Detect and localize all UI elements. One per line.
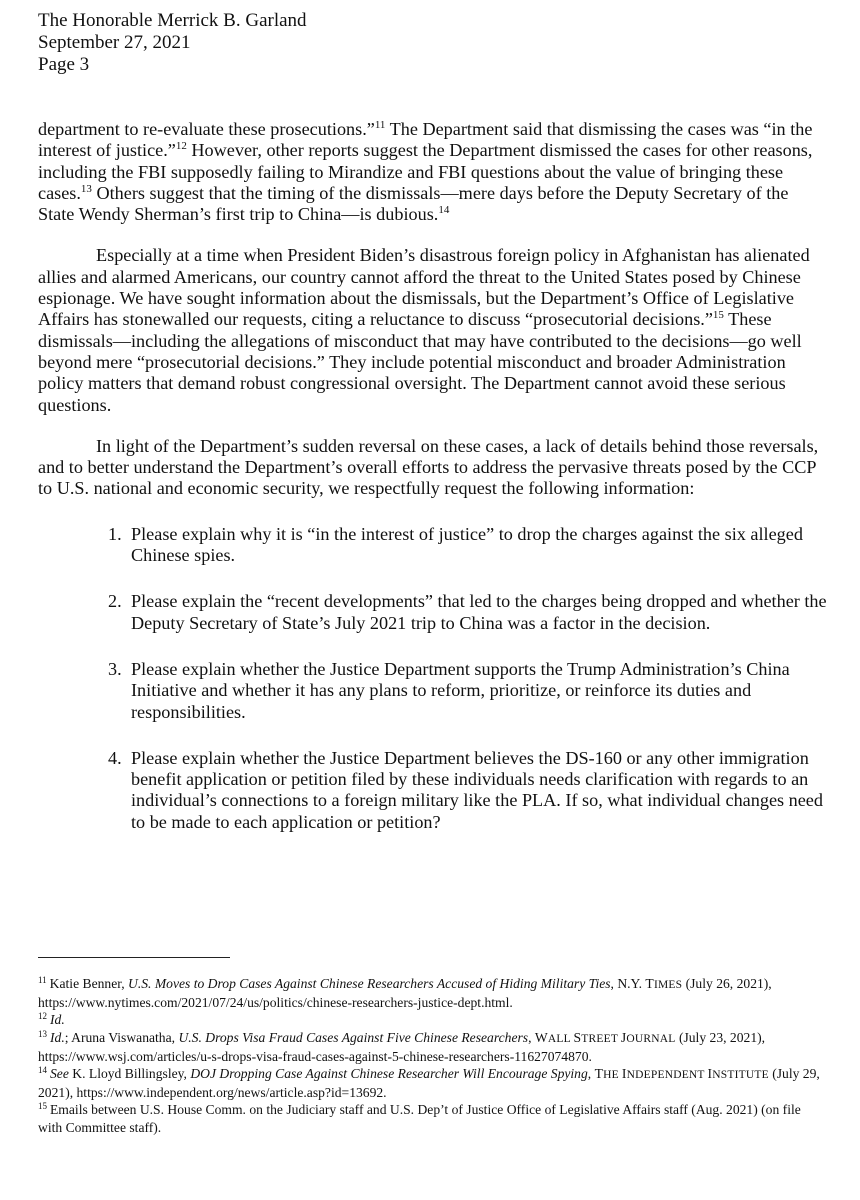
list-number: 4. (108, 747, 122, 768)
footnotes (38, 975, 828, 1136)
footnote-divider (38, 957, 230, 958)
date-line: September 27, 2021 (38, 32, 191, 53)
footnote-11: $^{11}$ Katie Benner, U.S. Moves to Drop Cases Against Chinese Researchers Accused of Hiding Military Ties, N.Y. TIMES (July 26, 2021), https://www.nytimes.com/2021/07/24/us/politics/chinese-researchers-justice-dept.html. (38, 975, 772, 1011)
letter-header (38, 10, 828, 76)
footnote-ref-14: 14 (438, 204, 450, 217)
paragraph-request-intro: In light of the Department’s sudden reversal on these cases, a lack of details behind those reversals, and to better understand the Department’s overall efforts to address the pervasive threats posed by the CCP to U.S. national and economic security, we respectfully request the following information: (38, 435, 819, 499)
footnote-14: $^{14}$ See K. Lloyd Billingsley, DOJ Dropping Case Against Chinese Researcher Will Encourage Spying, THE INDEPENDENT INSTITUTE (July 29, 2021), https://www.independent.org/news/article.asp?id=13692. (38, 1065, 820, 1101)
list-item (38, 748, 828, 833)
paragraph-afghanistan: Especially at a time when President Biden’s disastrous foreign policy in Afghanistan has alienated allies and alarmed Americans, our country cannot afford the threat to the United States posed by Chinese espionage. We have sought information about the dismissals, but the Department’s Office of Legislative Affairs has stonewalled our requests, citing a reluctance to discuss “prosecutorial decisions.”$^{15}$ These dismissals—including the allegations of misconduct that may have contributed to the decisions—go well beyond mere “prosecutorial decisions.” They include potential misconduct and broader Administration policy matters that demand robust congressional oversight. The Department cannot avoid these serious questions. (38, 245, 810, 415)
footnote-ref-15: 15 (712, 309, 724, 322)
page-number: Page 3 (38, 54, 90, 75)
list-item-text: Please explain the “recent developments” that led to the charges being dropped and whether the Deputy Secretary of State’s July 2021 trip to China was a factor in the decision. (131, 591, 827, 633)
letter-page (38, 10, 828, 833)
recipient-line: The Honorable Merrick B. Garland (38, 10, 307, 31)
footnote-13: $^{13}$ Id.; Aruna Viswanatha, U.S. Drops Visa Fraud Cases Against Five Chinese Researchers, WALL STREET JOURNAL (July 23, 2021), https://www.wsj.com/articles/u-s-drops-visa-fraud-cases-against-5-chinese-researchers-11627074870. (38, 1028, 766, 1064)
footnote-15: $^{15}$ Emails between U.S. House Comm. on the Judiciary staff and U.S. Dep’t of Justice Office of Legislative Affairs staff (Aug. 2021) (on file with Committee staff). (38, 1101, 801, 1135)
list-number: 3. (108, 658, 122, 679)
list-item (38, 591, 828, 634)
list-item-text: Please explain whether the Justice Department believes the DS-160 or any other immigration benefit application or petition filed by these individuals needs clarification with regards to an individual’s connections to a foreign military like the PLA. If so, what individual changes need to be made to each application or petition? (131, 747, 823, 832)
list-number: 2. (108, 591, 122, 612)
footnote-ref-12: 12 (175, 140, 187, 153)
list-item (38, 524, 828, 567)
request-list (38, 524, 828, 833)
list-item (38, 659, 828, 723)
list-item-text: Please explain whether the Justice Department supports the Trump Administration’s China Initiative and whether it has any plans to reform, prioritize, or reinforce its duties and responsibilities. (131, 658, 790, 722)
letter-body (38, 119, 828, 833)
paragraph-continuation: department to re-evaluate these prosecutions.”$^{11}$ The Department said that dismissing the cases was “in the interest of justice.”$^{12}$ However, other reports suggest the Department dismissed the cases for other reasons, including the FBI supposedly failing to Mirandize and FBI questions about the value of bringing these cases.$^{13}$ Others suggest that the timing of the dismissals—mere days before the Deputy Secretary of the State Wendy Sherman’s first trip to China—is dubious.$^{14}$ (38, 119, 813, 225)
footnote-ref-11: 11 (374, 119, 386, 131)
list-number: 1. (108, 523, 122, 544)
footnote-ref-13: 13 (80, 182, 92, 195)
list-item-text: Please explain why it is “in the interest of justice” to drop the charges against the six alleged Chinese spies. (131, 523, 803, 566)
footnote-12: $^{12}$ Id. (38, 1011, 65, 1028)
